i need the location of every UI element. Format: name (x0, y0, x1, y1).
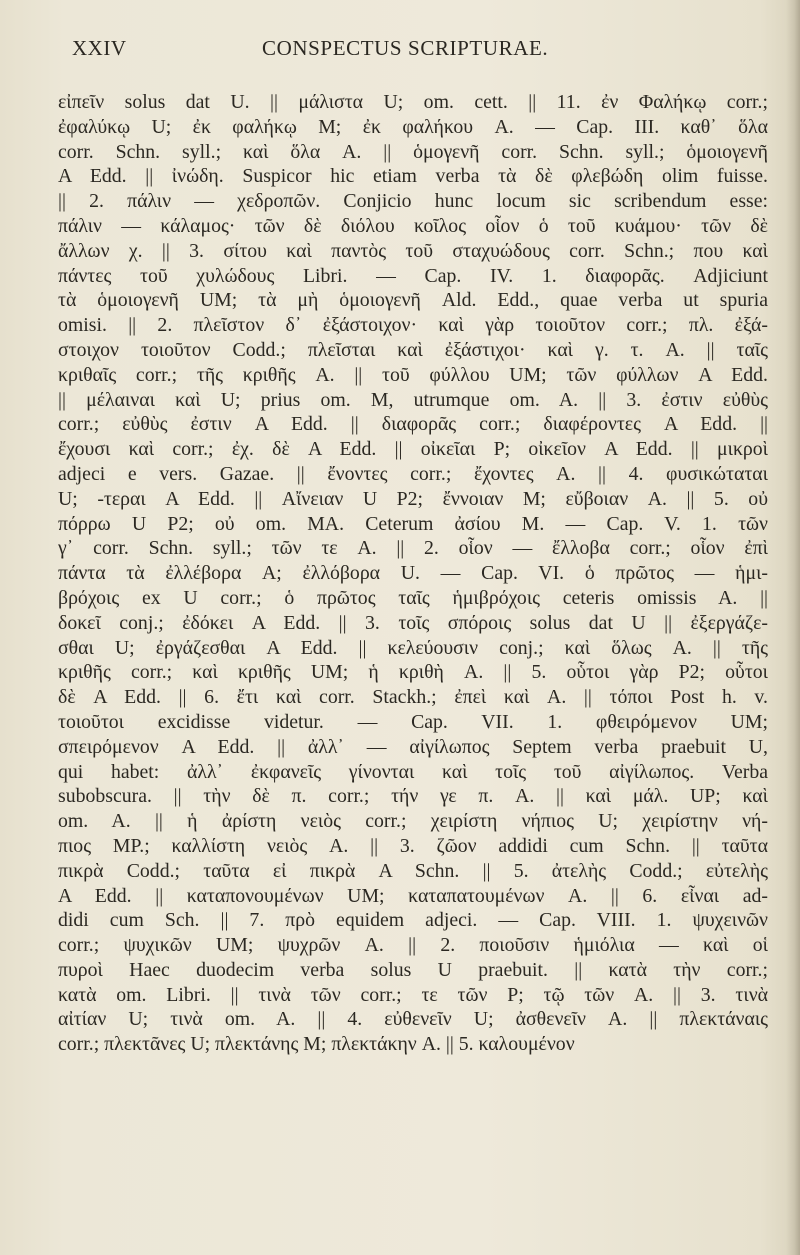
text-line: corr.; πλεκτᾶνες U; πλεκτάνης M; πλεκτάκην A. || 5. καλουμένον (58, 1033, 575, 1056)
text-line: qui habet: ἀλλ᾽ ἐκφανεῖς γίνονται καὶ τοῖς τοῦ αἰγίλωπος. Verba (58, 760, 768, 783)
text-line: βρόχοις ex U corr.; ὁ πρῶτος ταῖς ἡμιβρόχοις ceteris omissis A. || (58, 586, 768, 609)
text-line: ἄλλων χ. || 3. σίτου καὶ παντὸς τοῦ σταχυώδους corr. Schn.; που καὶ (58, 239, 768, 262)
text-line: πιος MP.; καλλίστη νειὸς A. || 3. ζῶον addidi cum Schn. || ταῦτα (58, 834, 768, 857)
text-line: ἐφαλύκῳ U; ἐκ φαλήκῳ M; ἐκ φαλήκου A. — Cap. III. καθ᾽ ὅλα (58, 115, 768, 138)
text-line: αἰτίαν U; τινὰ om. A. || 4. εὐθενεῖν U; ἀσθενεῖν A. || πλεκτάναις (58, 1008, 768, 1031)
text-line: || 2. πάλιν — χεδροπῶν. Conjicio hunc locum sic scribendum esse: (58, 190, 768, 213)
text-line: κατὰ om. Libri. || τινὰ τῶν corr.; τε τῶν P; τῷ τῶν A. || 3. τινὰ (58, 983, 768, 1006)
text-line: A Edd. || ἰνώδη. Suspicor hic etiam verba τὰ δὲ φλεβώδη olim fuisse. (58, 165, 768, 188)
page-edge-shadow (786, 0, 800, 1255)
text-line: didi cum Sch. || 7. πρὸ equidem adjeci. — Cap. VIII. 1. ψυχεινῶν (58, 909, 768, 932)
text-line: corr. Schn. syll.; καὶ ὅλα A. || ὁμογενῆ corr. Schn. syll.; ὁμοιογενῆ (58, 140, 768, 163)
page-number: XXIV (72, 36, 127, 60)
text-line: πικρὰ Codd.; ταῦτα εἰ πικρὰ A Schn. || 5. ἀτελὴς Codd.; εὐτελὴς (58, 859, 768, 882)
critical-apparatus-text (58, 90, 768, 1057)
running-title: CONSPECTUS SCRIPTURAE. (262, 36, 549, 60)
text-line: A Edd. || καταπονουμένων UM; καταπατουμένων A. || 6. εἶναι ad- (58, 884, 768, 907)
text-line: στοιχον τοιοῦτον Codd.; πλεῖσται καὶ ἐξάστιχοι· καὶ γ. τ. A. || ταῖς (58, 338, 768, 361)
text-line: corr.; ψυχικῶν UM; ψυχρῶν A. || 2. ποιοῦσιν ἡμιόλια — καὶ οἱ (58, 934, 768, 957)
text-line: adjeci e vers. Gazae. || ἔνοντες corr.; ἔχοντες A. || 4. φυσικώταται (58, 462, 768, 485)
text-line: πόρρω U P2; οὐ om. MA. Ceterum ἀσίου M. — Cap. V. 1. τῶν (58, 512, 768, 535)
text-line: τὰ ὁμοιογενῆ UM; τὰ μὴ ὁμοιογενῆ Ald. Edd., quae verba ut spuria (58, 289, 768, 312)
text-line: κριθῆς corr.; καὶ κριθῆς UM; ἡ κριθὴ A. || 5. οὗτοι γὰρ P2; οὗτοι (58, 661, 768, 684)
text-line: σθαι U; ἐργάζεσθαι A Edd. || κελεύουσιν conj.; καὶ ὅλως A. || τῆς (58, 636, 768, 659)
text-line: πάντες τοῦ χυλώδους Libri. — Cap. IV. 1. διαφορᾶς. Adjiciunt (58, 264, 768, 287)
text-line: εἰπεῖν solus dat U. || μάλιστα U; om. cett. || 11. ἐν Φαλήκῳ corr.; (58, 91, 768, 113)
text-line: || μέλαιναι καὶ U; prius om. M, utrumque om. A. || 3. ἐστιν εὐθὺς (58, 388, 768, 411)
text-line: U; -τεραι A Edd. || Αἴνειαν U P2; ἔννοιαν M; εὔβοιαν A. || 5. οὐ (58, 487, 768, 510)
text-line: κριθαῖς corr.; τῆς κριθῆς A. || τοῦ φύλλου UM; τῶν φύλλων A Edd. (58, 363, 768, 386)
page-header (72, 36, 762, 66)
text-line: πάλιν — κάλαμος· τῶν δὲ διόλου κοῖλος οἷον ὁ τοῦ κυάμου· τῶν δὲ (58, 214, 768, 237)
text-line: omisi. || 2. πλεῖστον δ᾽ ἐξάστοιχον· καὶ γὰρ τοιοῦτον corr.; πλ. ἐξά- (58, 314, 768, 337)
text-line: corr.; εὐθὺς ἐστιν A Edd. || διαφορᾶς corr.; διαφέροντες A Edd. || (58, 413, 768, 436)
text-line: γ᾽ corr. Schn. syll.; τῶν τε A. || 2. οἷον — ἔλλοβα corr.; οἷον ἐπὶ (58, 537, 768, 560)
text-line: om. A. || ἡ ἀρίστη νειὸς corr.; χειρίστη νήπιος U; χειρίστην νή- (58, 810, 768, 833)
text-line: σπειρόμενον A Edd. || ἀλλ᾽ — αἰγίλωπος Septem verba praebuit U, (58, 735, 768, 758)
text-line: πυροὶ Haec duodecim verba solus U praebuit. || κατὰ τὴν corr.; (58, 958, 768, 981)
text-line: subobscura. || τὴν δὲ π. corr.; τήν γε π. A. || καὶ μάλ. UP; καὶ (58, 785, 768, 808)
text-line: δοκεῖ conj.; ἐδόκει A Edd. || 3. τοῖς σπόροις solus dat U || ἐξεργάζε- (58, 611, 768, 634)
text-line: ἔχουσι καὶ corr.; ἐχ. δὲ A Edd. || οἰκεῖαι P; οἰκεῖον A Edd. || μικροὶ (58, 438, 768, 461)
text-line: πάντα τὰ ἐλλέβορα A; ἐλλόβορα U. — Cap. VI. ὁ πρῶτος — ἡμι- (58, 562, 768, 585)
text-line: τοιοῦτοι excidisse videtur. — Cap. VII. 1. φθειρόμενον UM; (58, 710, 768, 733)
text-line: δὲ A Edd. || 6. ἔτι καὶ corr. Stackh.; ἐπεὶ καὶ A. || τόποι Post h. v. (58, 686, 768, 709)
